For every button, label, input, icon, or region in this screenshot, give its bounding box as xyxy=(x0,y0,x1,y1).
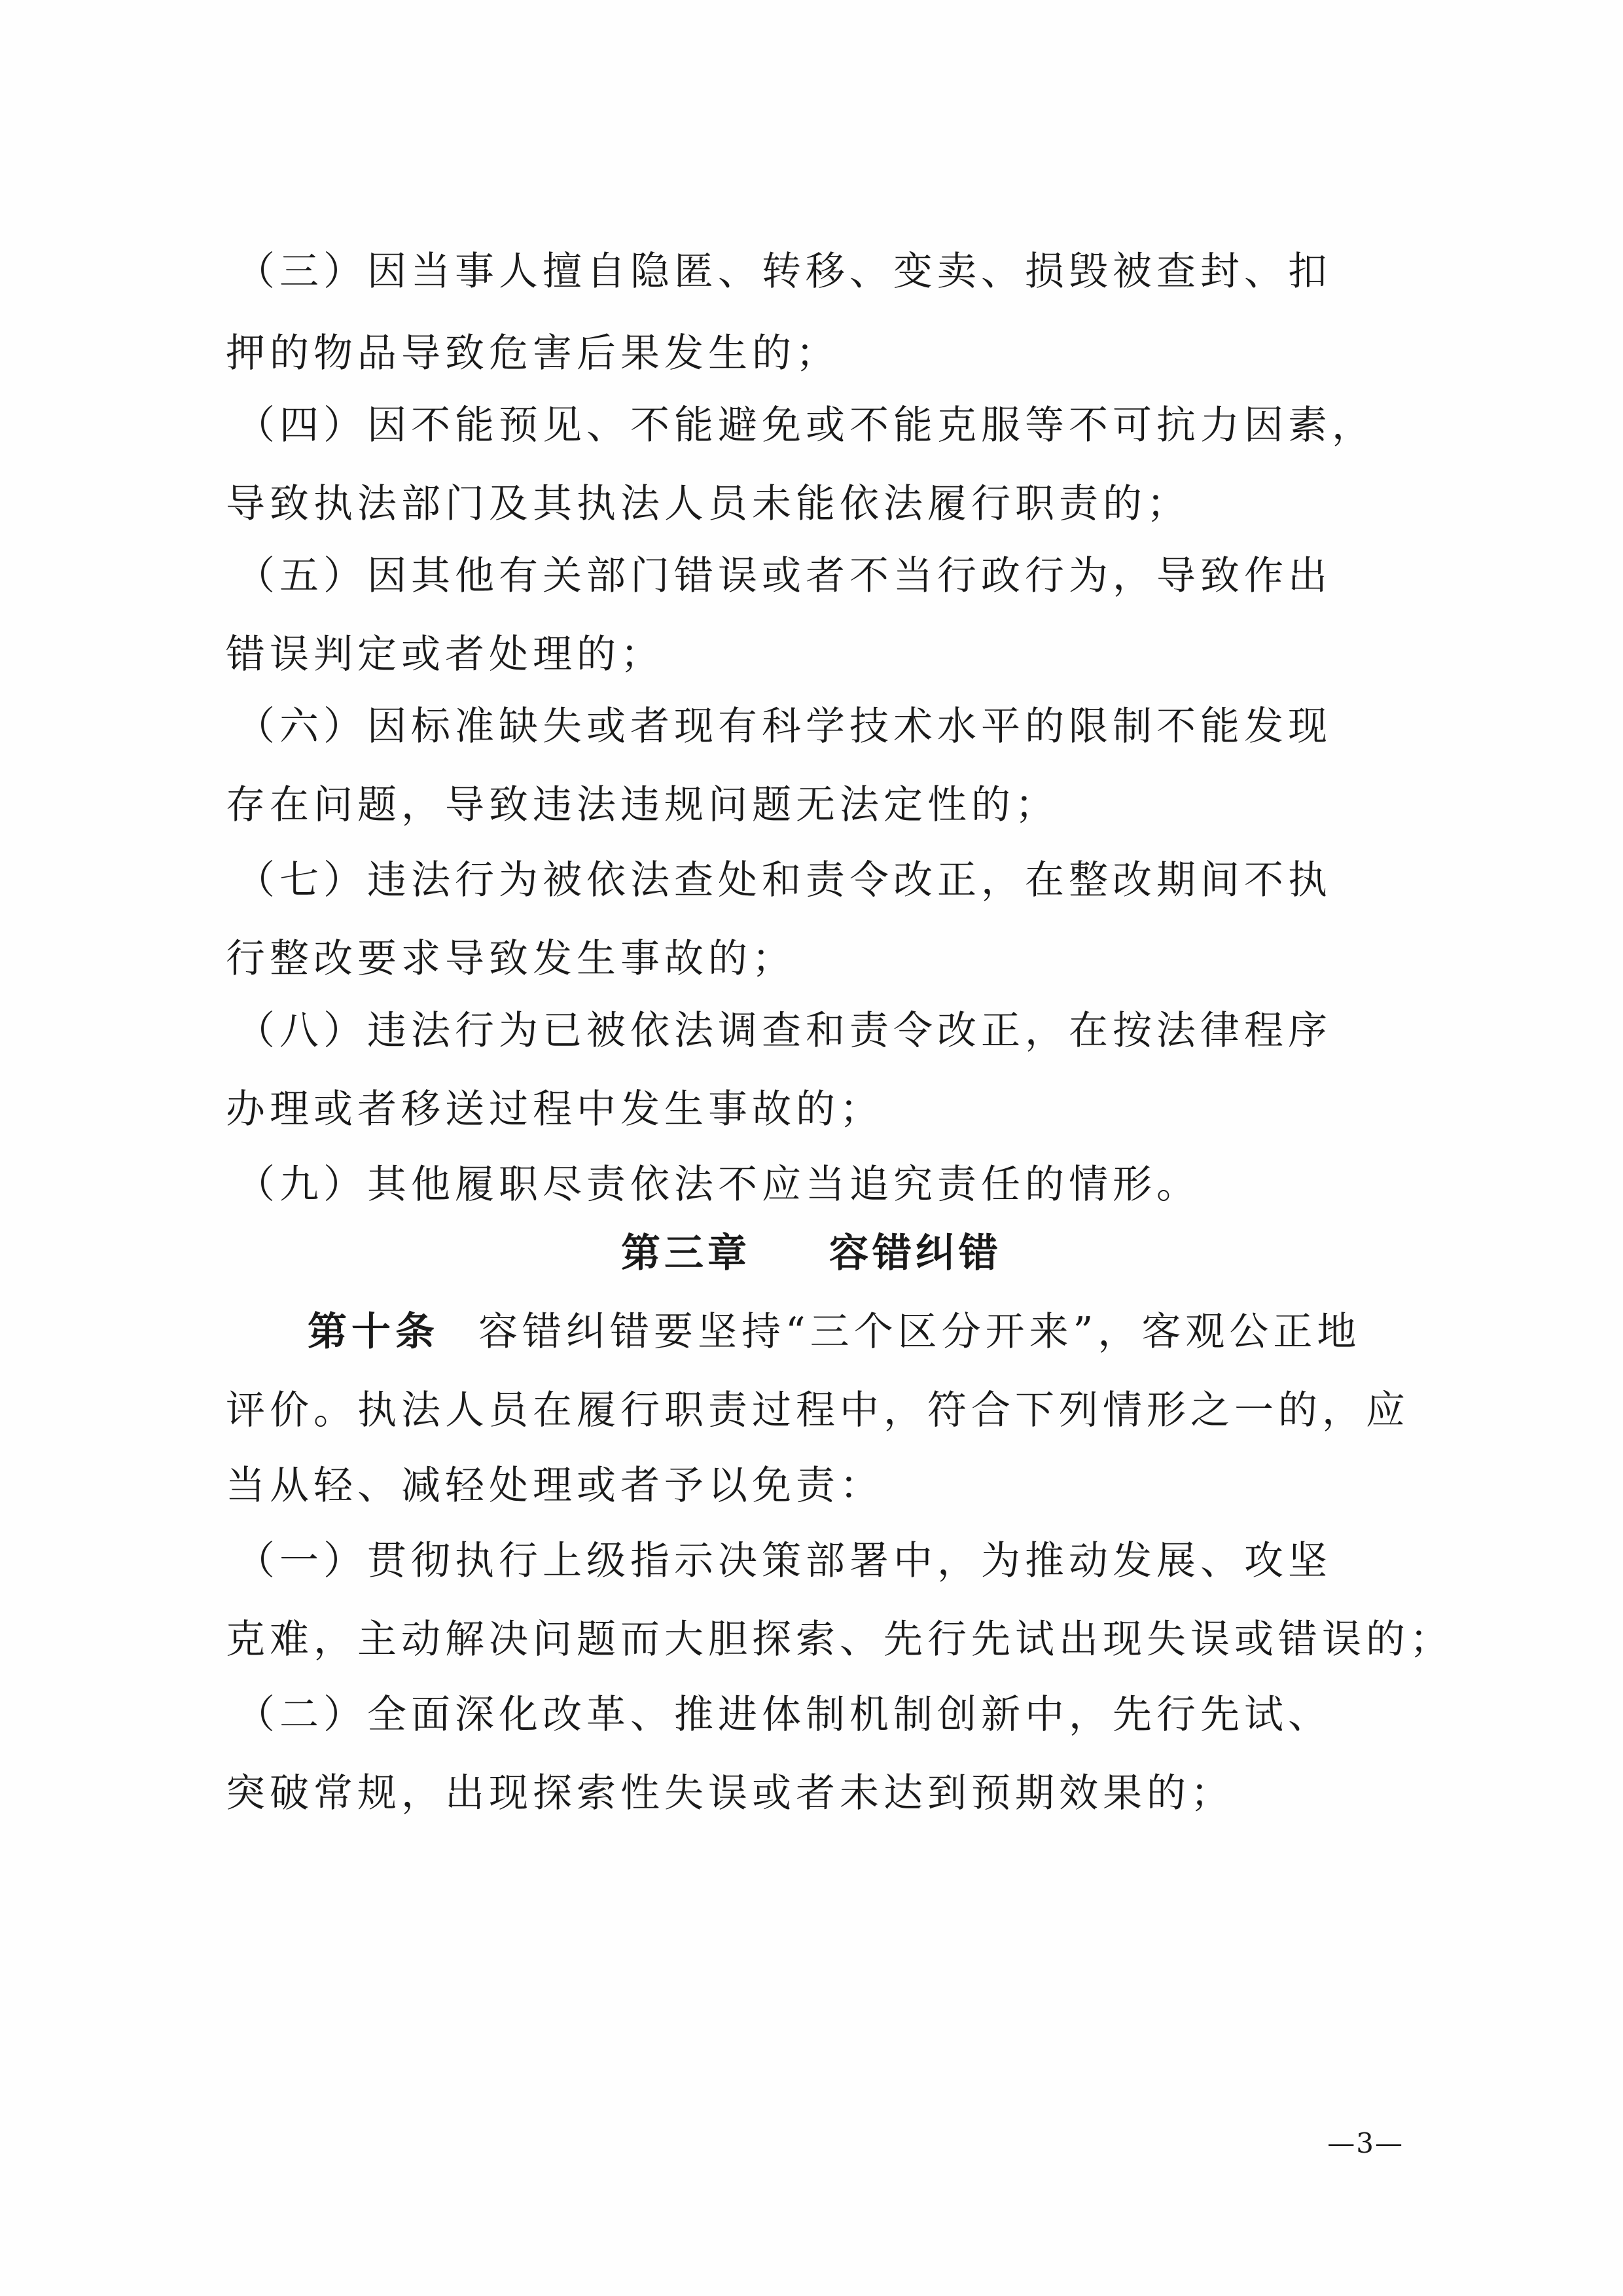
item-1-line-2: 克难，主动解决问题而大胆探索、先行先试出现失误或错误的； xyxy=(226,1617,1454,1662)
item-2-line-2: 突破常规，出现探索性失误或者未达到预期效果的； xyxy=(226,1770,1234,1816)
paragraph-9-line-1: （九）其他履职尽责依法不应当追究责任的情形。 xyxy=(236,1162,1200,1208)
article-line-1 xyxy=(308,1306,1361,1358)
paragraph-7-line-1: （七）违法行为被依法查处和责令改正，在整改期间不执 xyxy=(236,857,1332,903)
chapter-title: 容错纠错 xyxy=(829,1230,1002,1276)
paragraph-8-line-1: （八）违法行为已被依法调查和责令改正，在按法律程序 xyxy=(236,1008,1332,1054)
page-number: —3— xyxy=(1327,2127,1404,2159)
paragraph-4-line-1: （四）因不能预见、不能避免或不能克服等不可抗力因素， xyxy=(236,403,1376,448)
paragraph-6-line-1: （六）因标准缺失或者现有科学技术水平的限制不能发现 xyxy=(236,704,1332,749)
paragraph-7-line-2: 行整改要求导致发生事故的； xyxy=(226,936,796,982)
paragraph-6-line-2: 存在问题，导致违法违规问题无法定性的； xyxy=(226,782,1059,828)
paragraph-8-line-2: 办理或者移送过程中发生事故的； xyxy=(226,1086,883,1132)
paragraph-5-line-1: （五）因其他有关部门错误或者不当行政行为，导致作出 xyxy=(236,553,1332,599)
paragraph-4-line-2: 导致执法部门及其执法人员未能依法履行职责的； xyxy=(226,481,1190,527)
item-1-line-1: （一）贯彻执行上级指示决策部署中，为推动发展、攻坚 xyxy=(236,1538,1332,1584)
chapter-number: 第三章 xyxy=(621,1230,751,1276)
paragraph-3-line-2: 押的物品导致危害后果发生的； xyxy=(226,331,840,376)
paragraph-3-line-1: （三）因当事人擅自隐匿、转移、变卖、损毁被查封、扣 xyxy=(236,249,1332,295)
chapter-heading xyxy=(0,1227,1623,1280)
article-line-2: 评价。执法人员在履行职责过程中，符合下列情形之一的，应 xyxy=(226,1388,1410,1433)
article-text-line-1: 容错纠错要坚持“三个区分开来”，客观公正地 xyxy=(478,1309,1361,1355)
paragraph-5-line-2: 错误判定或者处理的； xyxy=(226,632,664,677)
article-label: 第十条 xyxy=(308,1309,439,1355)
article-line-3: 当从轻、减轻处理或者予以免责： xyxy=(226,1463,883,1509)
item-2-line-1: （二）全面深化改革、推进体制机制创新中，先行先试、 xyxy=(236,1692,1332,1738)
